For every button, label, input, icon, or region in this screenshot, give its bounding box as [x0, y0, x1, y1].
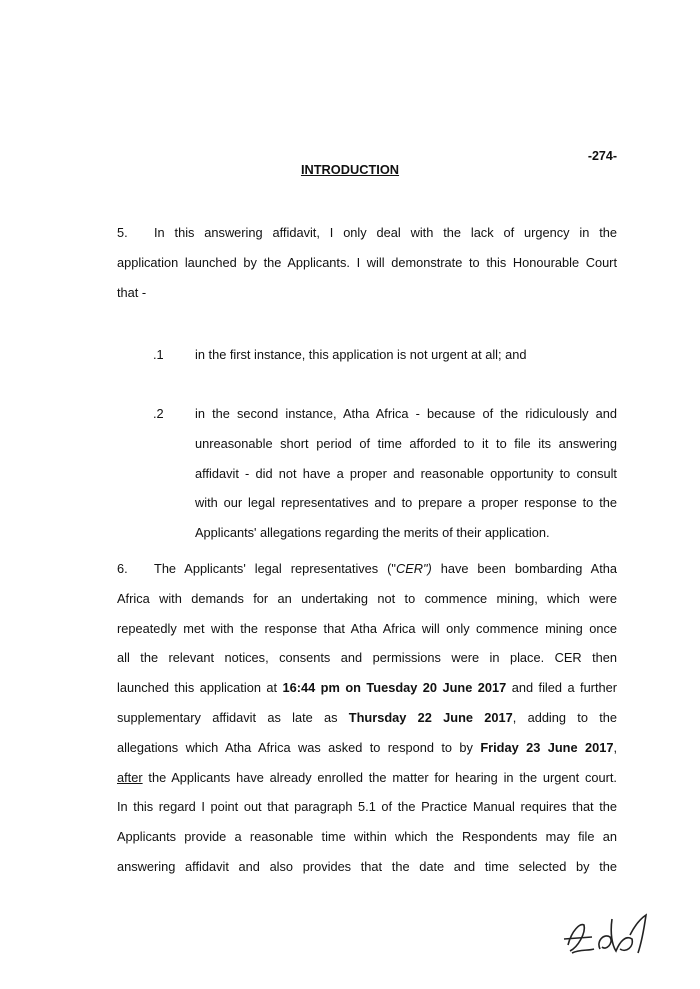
text-segment: allegations which Atha Africa was asked to respond to by: [117, 739, 481, 755]
text-segment: in the first instance, this application is not urgent at all; and: [195, 347, 527, 362]
text-line: [117, 614, 617, 644]
text-line: [117, 554, 617, 584]
text-segment: unreasonable short period of time afforded to it to file its answering: [195, 435, 617, 451]
item-number: .2: [153, 406, 164, 421]
text-segment: the Applicants have already enrolled the matter for hearing in the urgent court.: [142, 769, 617, 785]
text-segment: supplementary affidavit as late as: [117, 709, 349, 725]
text-line: [195, 340, 617, 370]
text-segment: Applicants provide a reasonable time within which the Respondents may file an: [117, 829, 617, 845]
text-line: [117, 703, 617, 733]
text-segment: application launched by the Applicants. I will demonstrate to this Honourable Court: [117, 254, 617, 270]
text-segment: answering affidavit and also provides that the date and time selected by the: [117, 858, 617, 874]
paragraph-number: 6.: [117, 561, 128, 576]
text-segment: In this regard I point out that paragraph 5.1 of the Practice Manual requires that the: [117, 799, 617, 815]
text-line: [117, 852, 617, 882]
section-heading: INTRODUCTION: [300, 162, 400, 177]
text-segment: have been bombarding Atha: [431, 561, 617, 576]
text-line: [117, 218, 617, 248]
text-segment: all the relevant notices, consents and permissions were in place. CER then: [117, 650, 617, 666]
text-line: [117, 584, 617, 614]
text-line: [195, 459, 617, 489]
text-line: [117, 673, 617, 703]
text-segment: launched this application at: [117, 680, 283, 696]
text-line: [195, 518, 617, 548]
item-body: [195, 340, 617, 370]
text-segment: and filed a further: [506, 680, 617, 696]
text-segment: In this answering affidavit, I only deal with the lack of urgency in the: [154, 225, 617, 240]
text-segment: Applicants' allegations regarding the merits of their application.: [195, 525, 550, 541]
paragraph-number: 5.: [117, 225, 128, 240]
signature-initials: [560, 905, 655, 965]
bold-text: 16:44 pm on Tuesday 20 June 2017: [282, 680, 507, 696]
text-segment: affidavit - did not have a proper and reasonable opportunity to consult: [195, 465, 617, 481]
subitem-1: [117, 340, 617, 370]
text-line: [117, 733, 617, 763]
text-line: [117, 792, 617, 822]
text-line: [117, 248, 617, 278]
bold-text: Friday 23 June 2017: [480, 739, 614, 755]
subitem-2: [117, 399, 617, 548]
text-line: [195, 399, 617, 429]
text-segment: ,: [613, 739, 617, 755]
text-line: [117, 643, 617, 673]
text-segment: in the second instance, Atha Africa - because of the ridiculously and: [195, 406, 617, 421]
item-number: .1: [153, 347, 164, 362]
text-segment: The Applicants' legal representatives (": [154, 561, 396, 576]
text-line: [195, 488, 617, 518]
text-segment: repeatedly met with the response that Atha Africa will only commence mining once: [117, 620, 617, 636]
text-line: [195, 429, 617, 459]
italic-text: CER"): [395, 561, 432, 576]
text-segment: Africa with demands for an undertaking not to commence mining, which were: [117, 590, 617, 606]
text-line: [117, 763, 617, 793]
paragraph-5: [117, 218, 617, 307]
item-body: [195, 399, 617, 548]
page-number: -274-: [587, 149, 617, 163]
underlined-text: after: [117, 769, 143, 785]
text-segment: with our legal representatives and to prepare a proper response to the: [195, 495, 617, 511]
paragraph-6: [117, 554, 617, 882]
text-line: [117, 278, 617, 308]
text-segment: that -: [117, 284, 147, 300]
text-line: [117, 822, 617, 852]
text-segment: , adding to the: [512, 709, 617, 725]
bold-text: Thursday 22 June 2017: [348, 709, 513, 725]
